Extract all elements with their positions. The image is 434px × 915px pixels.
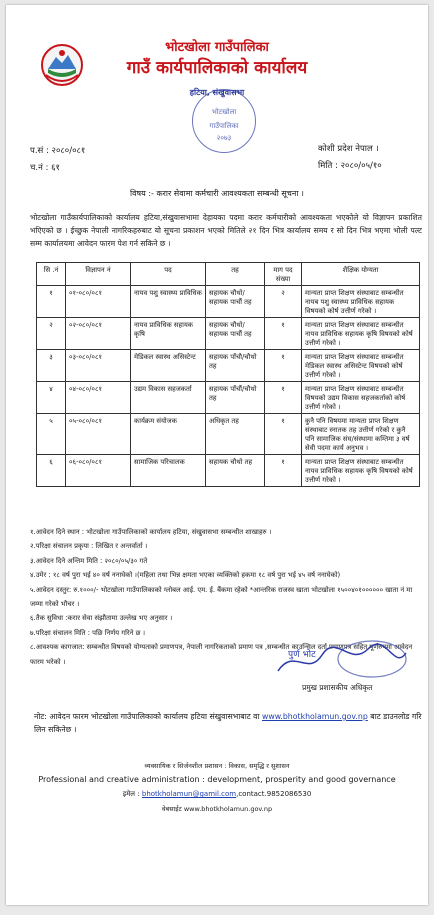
condition-item: ५.आवेदन दस्तुर: रु.१०००/- भोटखोला गाउँपालिकाको ग्लोबल आई. एम. ई. बैंकमा रहेको *आन्तरिक राजस्व खाता भोटखोला १५००४०१०००००० खाता नं मा जम्मा गरेको भौचर ।: [30, 585, 413, 609]
cell-level: सहायक चौथो/सहायक पाचौं तह: [206, 286, 265, 318]
cell-ad-no: ०२-०८०/०८१: [66, 318, 131, 350]
cell-post: कार्यक्रम संयोजक: [131, 414, 206, 455]
cell-sn: १: [37, 286, 66, 318]
cell-post: उद्यम विकास सहजकर्ता: [131, 382, 206, 414]
province-name: कोशी प्रदेश नेपाल ।: [318, 144, 379, 154]
chalani-number: च.नं : ६१: [30, 163, 60, 173]
col-header-ad-no: विज्ञापन नं: [66, 263, 131, 286]
condition-item: ७.परिक्षा संचालन मिति : पछि निर्णय गरिने छ ।: [30, 628, 146, 637]
condition-item: ६.तैक सुविधा :करार सेवा संझौतामा उल्लेख भए अनुसार ।: [30, 614, 173, 623]
condition-item: ४.उमेर : १८ वर्ष पुरा भई ४० वर्ष ननाघेको ।(महिला तथा भिन्न क्षमता भएका व्यक्तिको हकमा १८ वर्ष पुरा भई ४५ वर्ष ननाघेको): [30, 571, 341, 580]
cell-post: सामाजिक परिचालक: [131, 455, 206, 487]
download-note: [34, 710, 424, 736]
cell-post: मेडिकल स्वास्थ असिस्टेन्ट: [131, 350, 206, 382]
vacancy-table: [36, 262, 420, 487]
office-location: हटिया, संखुवासभा: [189, 88, 245, 97]
cell-sn: २: [37, 318, 66, 350]
table-row: [37, 350, 420, 382]
notice-subject: विषय :- करार सेवामा कर्मचारी आवश्यकता सम्बन्धी सूचना ।: [130, 189, 304, 198]
cell-count: १: [265, 318, 302, 350]
cell-count: १: [265, 350, 302, 382]
email-link[interactable]: bhotkholamun@gamil.com: [141, 790, 237, 798]
table-row: [37, 455, 420, 487]
cell-level: अधिकृत तह: [206, 414, 265, 455]
cell-level: सहायक चौथो/सहायक पाचौं तह: [206, 318, 265, 350]
cell-qualification: मान्यता प्राप्त शिक्षण संस्थाबाट सम्बन्धीत नायब पशु स्वास्थ्य प्राविधिक सहायक विषयको कोर्ष उत्तीर्ण गरेको ।: [302, 286, 420, 318]
table-row: [37, 318, 420, 350]
stamp-line-2: गाउँपालिका: [209, 122, 239, 130]
col-header-count: माग पद संख्या: [265, 263, 302, 286]
cell-level: सहायक चौथो तह: [206, 455, 265, 487]
cell-sn: ६: [37, 455, 66, 487]
signatory-name: पुर्ण भोट: [288, 650, 316, 660]
footer-slogan-nepali: व्यवसायिक र सिर्जनशील प्रशासन : विकास, समृद्धि र सुशासन: [144, 762, 290, 770]
col-header-level: तह: [206, 263, 265, 286]
col-header-sn: सि .नं: [37, 263, 66, 286]
cell-count: १: [265, 455, 302, 487]
cell-level: सहायक पाँचौ/चौथो तह: [206, 350, 265, 382]
cell-sn: ४: [37, 382, 66, 414]
table-row: [37, 286, 420, 318]
cell-qualification: कुनै पनि विषयमा मान्यता प्राप्त शिक्षण संस्थाबाट स्नातक तह उत्तीर्ण गरेको र कुनै पनि सामाजिक संघ/संस्थामा कम्तिमा ३ वर्ष सेवी पदमा कार्य अनुभव ।: [302, 414, 420, 455]
cell-post: नायव प्राविधिक सहायक कृषि: [131, 318, 206, 350]
download-note-text-end: बाट डाउनलोड गरि लिन सकिनेछ ।: [34, 712, 422, 734]
cell-ad-no: ०५-०८०/०८१: [66, 414, 131, 455]
footer-slogan-english: Professional and creative administration : development, prosperity and good governance: [38, 775, 396, 784]
cell-sn: ३: [37, 350, 66, 382]
col-header-post: पद: [131, 263, 206, 286]
cell-count: १: [265, 414, 302, 455]
cell-qualification: मान्यता प्राप्त शिक्षण संस्थाबाट सम्बन्धीत मेडिकल स्वास्थ असिस्टेन्ट विषयको कोर्ष उत्तीर्ण गरेको ।: [302, 350, 420, 382]
signature-stamp: [264, 637, 414, 683]
office-stamp: [192, 89, 256, 153]
email-label: इमेल :: [122, 790, 140, 798]
patra-sankhya: प.सं : २०८०/०८१: [30, 146, 86, 156]
cell-count: २: [265, 286, 302, 318]
office-name: गाउँ कार्यपालिकाको कार्यालय: [126, 58, 308, 78]
cell-count: १: [265, 382, 302, 414]
download-note-text: नोट: आवेदन फारम भोटखोला गाउँपालिकाको कार्यालय हटिया संखुवासभाबाट वा: [34, 712, 260, 721]
col-header-qualification: शैक्षिक योग्यता: [302, 263, 420, 286]
cell-ad-no: ०३-०८०/०८१: [66, 350, 131, 382]
condition-item: ३.आवेदन दिने अन्तिम मिति : २०८०/०५/३० गते: [30, 556, 148, 565]
footer-website: वेबसाईट www.bhotkholamun.gov.np: [161, 805, 273, 813]
footer-contact: [6, 790, 428, 799]
cell-qualification: मान्यता प्राप्त शिक्षण संस्थाबाट सम्बन्धीत नायव प्राविधिक सहायक कृषि विषयको कोर्ष उत्तीर्ण गरेको ।: [302, 455, 420, 487]
table-row: [37, 382, 420, 414]
cell-ad-no: ०४-०८०/०८१: [66, 382, 131, 414]
municipality-name: भोटखोला गाउँपालिका: [165, 40, 269, 55]
website-link[interactable]: www.bhotkholamun.gov.np: [261, 712, 368, 721]
cell-ad-no: ०६-०८०/०८१: [66, 455, 131, 487]
notice-page: [6, 5, 428, 905]
condition-item: ८.आवश्यक कागजात: सम्बन्धीत विषयको योग्यताको प्रमाणपत्र, नेपाली नागरिकताको प्रमाण पत्र ,सम्बन्धीत काउन्सिल दर्ता प्रमाणपत्र सहित पूर्णरुपमा आवेदन फारम भरेको ।: [30, 643, 413, 666]
notice-date: मिति : २०८०/०५/१०: [318, 161, 382, 171]
signatory-title: प्रमुख प्रशासकीय अधिकृत: [302, 683, 373, 692]
table-header-row: [37, 263, 420, 286]
cell-qualification: मान्यता प्राप्त शिक्षण संस्थाबाट सम्बन्धीत नायव प्राविधिक सहायक कृषि विषयको कोर्ष उत्तीर्ण गरेको ।: [302, 318, 420, 350]
stamp-line-1: भोटखोला: [211, 108, 237, 116]
condition-item: १.आवेदन दिने स्थान : भोटखोला गाउँपालिकाको कार्यालय हटिया, संखुवासभा सम्बन्धीत शाखाहरु ।: [30, 528, 272, 536]
cell-post: नायव पशु स्वास्थ्य प्राविधिक: [131, 286, 206, 318]
notice-intro: भोटखोला गाउँकार्यपालिकाको कार्यालय हटिया,संखुवासभामा देहायका पदमा करार कर्मचारीको आवश्यकता भएकोले यो विज्ञापन प्रकाशित भएिएको छ । ईच्छुक नेपाली नागरिकहरुबाट यो सूचना प्रकाशन भएको मितिले २१ दिन भित्र कार्यालय समय र सो दिन भित्र भएमा भोली पल्ट सम्म कार्यालयमा आवेदन फारम पेश गर्न सकिने छ ।: [30, 213, 422, 248]
cell-qualification: मान्यता प्राप्त शिक्षण संस्थाबाट सम्बन्धीत विषयको उद्यम विकास सहजकर्ताको कोर्ष उत्तीर्ण गरेको ।: [302, 382, 420, 414]
table-row: [37, 414, 420, 455]
stamp-line-3: २०७३: [216, 134, 232, 142]
contact-number: ,contact.9852086530: [236, 790, 312, 798]
cell-ad-no: ०१-०८०/०८१: [66, 286, 131, 318]
cell-sn: ५: [37, 414, 66, 455]
condition-item: २.परिक्षा संचालन प्रकृया : लिखित र अन्तर्वार्ता ।: [30, 542, 148, 551]
cell-level: सहायक पाँचौं/चौथो तह: [206, 382, 265, 414]
